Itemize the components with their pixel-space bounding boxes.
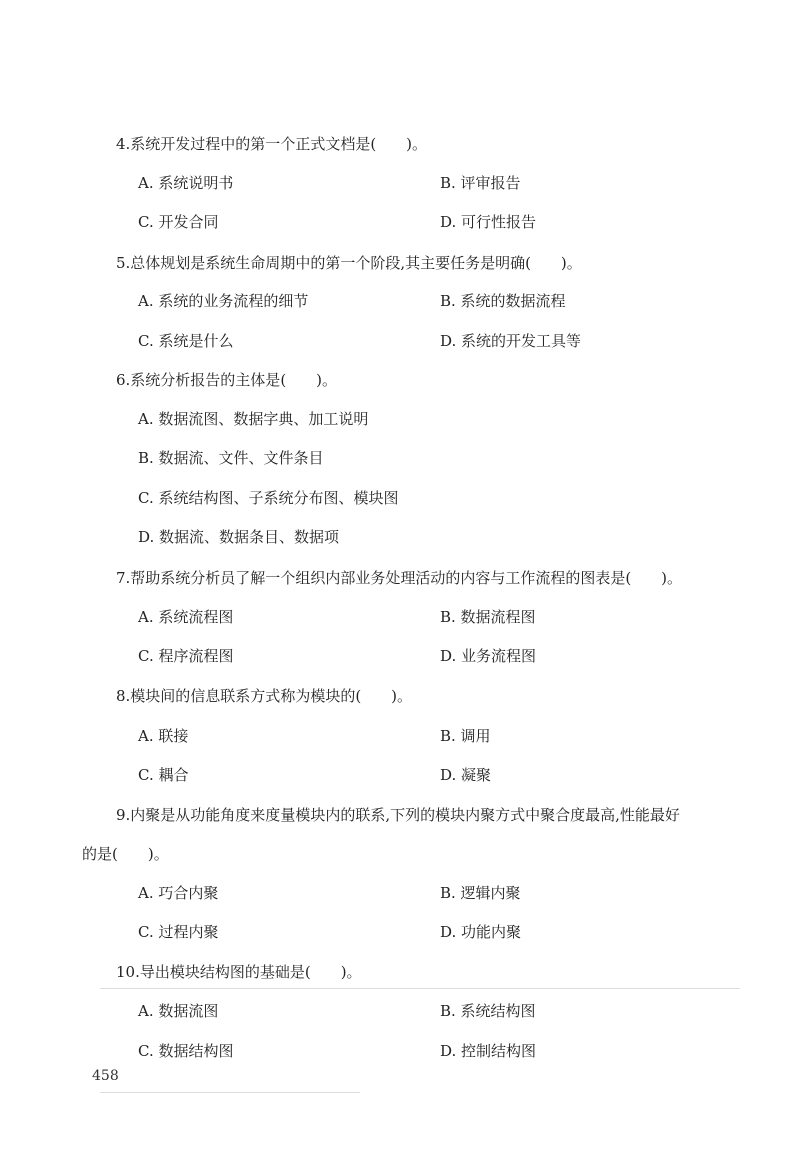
scan-noise-line bbox=[100, 1092, 360, 1093]
question-10-stem: 10.导出模块结构图的基础是( )。 bbox=[116, 963, 362, 981]
question-4-option-b: B. 评审报告 bbox=[440, 174, 521, 192]
question-6-option-a: A. 数据流图、数据字典、加工说明 bbox=[138, 410, 369, 428]
question-8-option-c: C. 耦合 bbox=[138, 766, 189, 784]
question-4-option-a: A. 系统说明书 bbox=[138, 174, 234, 192]
question-10-option-d: D. 控制结构图 bbox=[440, 1042, 537, 1060]
question-10-option-c: C. 数据结构图 bbox=[138, 1042, 234, 1060]
scan-noise-line bbox=[100, 988, 740, 989]
question-10-option-b: B. 系统结构图 bbox=[440, 1002, 536, 1020]
question-7-option-b: B. 数据流程图 bbox=[440, 608, 536, 626]
question-8-option-d: D. 凝聚 bbox=[440, 766, 492, 784]
question-7-stem: 7.帮助系统分析员了解一个组织内部业务处理活动的内容与工作流程的图表是( )。 bbox=[116, 569, 683, 587]
question-5-option-c: C. 系统是什么 bbox=[138, 332, 234, 350]
page-number: 458 bbox=[92, 1068, 119, 1084]
question-5-option-b: B. 系统的数据流程 bbox=[440, 292, 566, 310]
question-6-option-b: B. 数据流、文件、文件条目 bbox=[138, 449, 324, 467]
question-6-option-d: D. 数据流、数据条目、数据项 bbox=[138, 528, 340, 546]
question-9-option-a: A. 巧合内聚 bbox=[138, 884, 219, 902]
question-8-stem: 8.模块间的信息联系方式称为模块的( )。 bbox=[116, 687, 413, 705]
question-5-option-a: A. 系统的业务流程的细节 bbox=[138, 292, 309, 310]
question-9-option-d: D. 功能内聚 bbox=[440, 923, 522, 941]
question-9-option-b: B. 逻辑内聚 bbox=[440, 884, 521, 902]
question-4-stem: 4.系统开发过程中的第一个正式文档是( )。 bbox=[116, 135, 428, 153]
question-9-option-c: C. 过程内聚 bbox=[138, 923, 219, 941]
question-4-option-c: C. 开发合同 bbox=[138, 213, 219, 231]
question-7-option-d: D. 业务流程图 bbox=[440, 647, 537, 665]
question-6-stem: 6.系统分析报告的主体是( )。 bbox=[116, 371, 338, 389]
question-7-option-c: C. 程序流程图 bbox=[138, 647, 234, 665]
question-5-stem: 5.总体规划是系统生命周期中的第一个阶段,其主要任务是明确( )。 bbox=[116, 254, 582, 272]
question-9-stem-continuation: 的是( )。 bbox=[82, 845, 169, 863]
question-5-option-d: D. 系统的开发工具等 bbox=[440, 332, 582, 350]
question-10-option-a: A. 数据流图 bbox=[138, 1002, 219, 1020]
question-8-option-a: A. 联接 bbox=[138, 727, 189, 745]
question-6-option-c: C. 系统结构图、子系统分布图、模块图 bbox=[138, 489, 399, 507]
question-9-stem: 9.内聚是从功能角度来度量模块内的联系,下列的模块内聚方式中聚合度最高,性能最好 bbox=[116, 806, 680, 824]
question-7-option-a: A. 系统流程图 bbox=[138, 608, 234, 626]
question-8-option-b: B. 调用 bbox=[440, 727, 491, 745]
question-4-option-d: D. 可行性报告 bbox=[440, 213, 537, 231]
